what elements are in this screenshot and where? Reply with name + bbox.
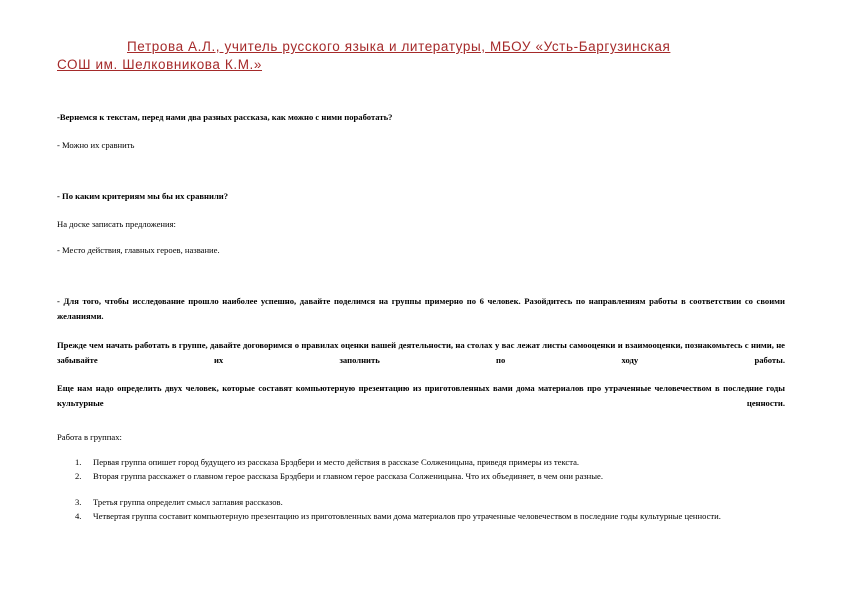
list-item-text: Четвертая группа составит компьютерную презентацию из приготовленных вами дома материалов про утраченные человечеством в последние годы культурные ценности. xyxy=(93,510,721,521)
presentation-paragraph: Еще нам надо определить двух человек, которые составят компьютерную презентацию из приготовленных вами дома материалов про утраченные человечеством в последние годы культурные ценности. xyxy=(57,383,785,408)
list-item xyxy=(57,456,785,470)
list-item-number: 2. xyxy=(75,470,82,481)
list-item-text: Вторая группа расскажет о главном герое рассказа Брэдбери и главном герое рассказа Солженицына. Что их объединяет, в чем они разные. xyxy=(93,470,603,481)
list-item-text: Третья группа определит смысл заглавия рассказов. xyxy=(93,497,283,507)
list-item xyxy=(57,496,785,510)
group-tasks-list xyxy=(57,456,785,523)
answer-paragraph: - Можно их сравнить xyxy=(57,140,135,150)
rules-paragraph: Прежде чем начать работать в группе, давайте договоримся о правилах оценки вашей деятельности, на столах у вас лежат листы самооценки и взаимооценки, познакомьтесь с ними, не забывайте их заполнить по ходу работы. xyxy=(57,340,785,365)
list-item xyxy=(57,510,785,524)
group-work-heading: Работа в группах: xyxy=(57,432,122,442)
list-item-text: Первая группа опишет город будущего из рассказа Брэдбери и место действия в рассказе Солженицына, приведя примеры из текста. xyxy=(93,457,580,467)
list-item-number: 1. xyxy=(75,457,82,467)
list-item-number: 3. xyxy=(75,497,82,507)
author-header-line-1: Петрова А.Л., учитель русского языка и литературы, МБОУ «Усть-Баргузинская xyxy=(127,39,671,54)
author-header xyxy=(57,38,787,74)
board-note: На доске записать предложения: xyxy=(57,219,176,229)
question-paragraph: -Вернемся к текстам, перед нами два разных рассказа, как можно с ними поработать? xyxy=(57,112,393,122)
criteria-list: - Место действия, главных героев, название. xyxy=(57,245,220,255)
list-item-number: 4. xyxy=(75,510,82,521)
criteria-question: - По каким критериям мы бы их сравнили? xyxy=(57,191,229,201)
groups-instruction: - Для того, чтобы исследование прошло наиболее успешно, давайте поделимся на группы примерно по 6 человек. Разойдитесь по направлениям работы в соответствии со своими желаниями. xyxy=(57,296,785,321)
list-item xyxy=(57,470,785,484)
author-header-line-2: СОШ им. Шелковникова К.М.» xyxy=(57,57,263,72)
